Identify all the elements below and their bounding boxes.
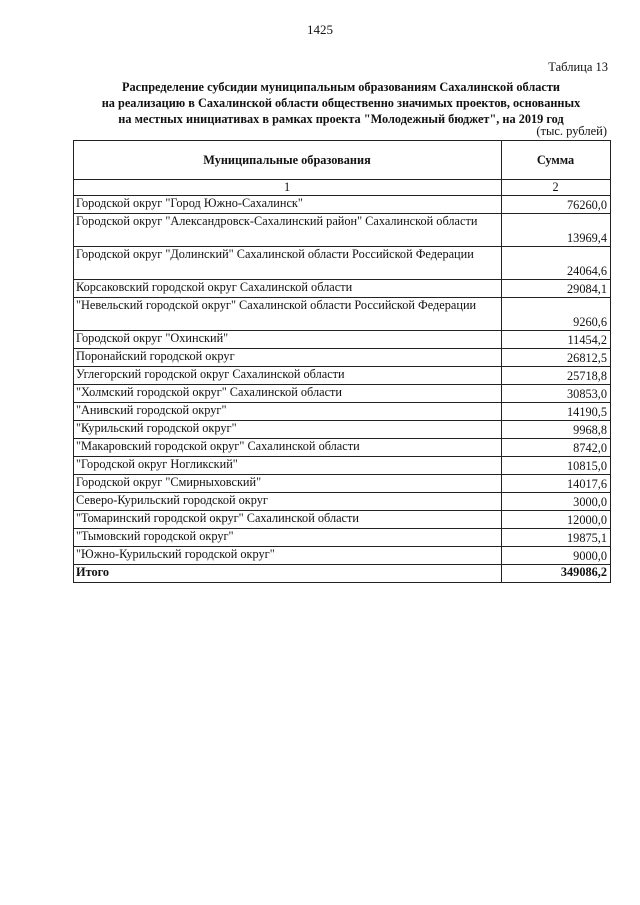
column-number: 2: [502, 180, 611, 196]
municipality-name: Городской округ "Город Южно-Сахалинск": [74, 196, 502, 214]
table-body: [74, 196, 611, 565]
table-row: [74, 331, 611, 349]
subsidy-sum: 12000,0: [502, 511, 611, 529]
total-sum: 349086,2: [502, 565, 611, 583]
table-label: Таблица 13: [548, 60, 608, 74]
subsidy-sum: 14190,5: [502, 403, 611, 421]
subsidy-sum: 9260,6: [502, 298, 611, 331]
table-row: [74, 385, 611, 403]
table-row: [74, 349, 611, 367]
table-row: [74, 403, 611, 421]
header-municipality: Муниципальные образования: [74, 141, 502, 180]
municipality-name: Городской округ "Александровск-Сахалинский район" Сахалинской области: [74, 214, 502, 247]
column-number-row: [74, 180, 611, 196]
table-row: [74, 439, 611, 457]
table-row: [74, 511, 611, 529]
municipality-name: Городской округ "Охинский": [74, 331, 502, 349]
municipality-name: "Южно-Курильский городской округ": [74, 547, 502, 565]
title-line: на реализацию в Сахалинской области общественно значимых проектов, основанных: [101, 96, 581, 110]
subsidy-table: [73, 140, 611, 583]
municipality-name: "Холмский городской округ" Сахалинской области: [74, 385, 502, 403]
table-row: [74, 367, 611, 385]
total-label: Итого: [74, 565, 502, 583]
page-number: 1425: [307, 22, 333, 37]
document-title: [60, 79, 622, 127]
municipality-name: "Томаринский городской округ" Сахалинской области: [74, 511, 502, 529]
table-row: [74, 214, 611, 247]
municipality-name: Поронайский городской округ: [74, 349, 502, 367]
subsidy-sum: 26812,5: [502, 349, 611, 367]
table-row: [74, 280, 611, 298]
subsidy-sum: 3000,0: [502, 493, 611, 511]
subsidy-sum: 25718,8: [502, 367, 611, 385]
municipality-name: "Тымовский городской округ": [74, 529, 502, 547]
table-row: [74, 475, 611, 493]
subsidy-sum: 13969,4: [502, 214, 611, 247]
subsidy-sum: 11454,2: [502, 331, 611, 349]
subsidy-sum: 9968,8: [502, 421, 611, 439]
subsidy-sum: 29084,1: [502, 280, 611, 298]
table-row: [74, 421, 611, 439]
subsidy-sum: 10815,0: [502, 457, 611, 475]
table-row: [74, 529, 611, 547]
table-row: [74, 493, 611, 511]
municipality-name: Углегорский городской округ Сахалинской области: [74, 367, 502, 385]
header-sum: Сумма: [502, 141, 611, 180]
title-line: на местных инициативах в рамках проекта "Молодежный бюджет", на 2019 год: [118, 112, 564, 126]
table-row: [74, 547, 611, 565]
column-number: 1: [74, 180, 502, 196]
municipality-name: "Макаровский городской округ" Сахалинской области: [74, 439, 502, 457]
title-line: Распределение субсидии муниципальным образованиям Сахалинской области: [122, 80, 560, 94]
subsidy-sum: 8742,0: [502, 439, 611, 457]
subsidy-sum: 14017,6: [502, 475, 611, 493]
municipality-name: "Городской округ Ногликский": [74, 457, 502, 475]
subsidy-sum: 9000,0: [502, 547, 611, 565]
subsidy-sum: 30853,0: [502, 385, 611, 403]
table-row: [74, 247, 611, 280]
table-row: [74, 196, 611, 214]
unit-label: (тыс. рублей): [536, 124, 607, 138]
municipality-name: Городской округ "Смирныховский": [74, 475, 502, 493]
municipality-name: Северо-Курильский городской округ: [74, 493, 502, 511]
table-row: [74, 298, 611, 331]
municipality-name: "Невельский городской округ" Сахалинской области Российской Федерации: [74, 298, 502, 331]
subsidy-sum: 19875,1: [502, 529, 611, 547]
subsidy-sum: 76260,0: [502, 196, 611, 214]
table-row: [74, 457, 611, 475]
municipality-name: Корсаковский городской округ Сахалинской области: [74, 280, 502, 298]
municipality-name: Городской округ "Долинский" Сахалинской области Российской Федерации: [74, 247, 502, 280]
total-row: [74, 565, 611, 583]
subsidy-sum: 24064,6: [502, 247, 611, 280]
header-row: [74, 141, 611, 180]
municipality-name: "Анивский городской округ": [74, 403, 502, 421]
municipality-name: "Курильский городской округ": [74, 421, 502, 439]
